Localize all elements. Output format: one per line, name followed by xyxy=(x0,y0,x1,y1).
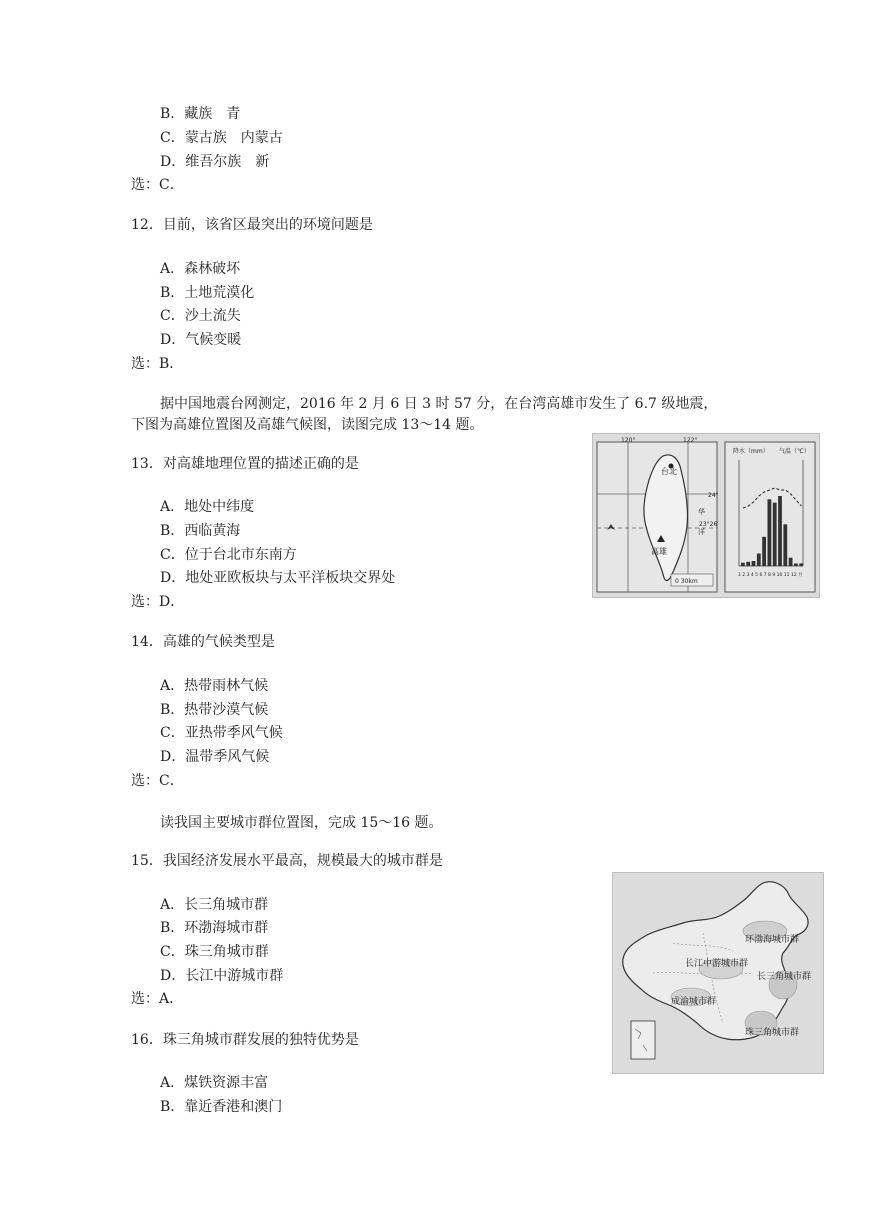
precip-bar xyxy=(762,537,766,566)
q14-stem: 14．高雄的气候类型是 xyxy=(131,634,275,650)
q14-option-c: C．亚热带季风气候 xyxy=(160,725,283,741)
months-axis-label: 1 2 3 4 5 6 7 8 9 10 11 12 月 xyxy=(738,573,803,578)
map-lon-left-label: 120° xyxy=(621,437,636,444)
precip-bar xyxy=(757,554,761,567)
map-scale-label: 0 30km xyxy=(675,578,698,585)
q11-option-c: C．蒙古族 内蒙古 xyxy=(160,130,283,146)
kaohsiung-location-and-climate-figure xyxy=(592,433,820,598)
china-city-clusters-figure xyxy=(612,872,824,1074)
map-sea-label-1: 华 xyxy=(698,508,705,516)
chengyu-cluster-label: 成渝城市群 xyxy=(671,997,717,1007)
q13-stem: 13．对高雄地理位置的描述正确的是 xyxy=(131,456,359,472)
passage-2: 读我国主要城市群位置图，完成 15～16 题。 xyxy=(160,815,443,831)
map-lat-24-label: 24° xyxy=(708,492,719,499)
q14-answer: 选：C． xyxy=(131,773,184,789)
taipei-label: 台北 xyxy=(661,467,677,476)
precip-bar xyxy=(783,524,787,566)
q12-answer: 选：B． xyxy=(131,356,184,372)
q12-option-d: D．气候变暖 xyxy=(160,332,242,348)
map-sea-label-2: 洋 xyxy=(698,528,705,536)
precip-bar xyxy=(768,499,772,566)
precip-bar xyxy=(794,564,798,567)
q14-option-b: B．热带沙漠气候 xyxy=(160,702,269,718)
q14-option-a: A．热带雨林气候 xyxy=(160,678,269,694)
precip-bar xyxy=(746,562,750,566)
q12-option-c: C．沙土流失 xyxy=(160,308,241,324)
precip-bar xyxy=(799,564,803,567)
q15-option-d: D．长江中游城市群 xyxy=(160,968,284,984)
pearl-delta-cluster-label: 珠三角城市群 xyxy=(745,1028,800,1038)
q12-option-a: A．森林破坏 xyxy=(160,261,241,277)
passage-1-line-1: 据中国地震台网测定，2016 年 2 月 6 日 3 时 57 分，在台湾高雄市发生了 6.7 级地震， xyxy=(160,396,718,412)
q13-option-c: C．位于台北市东南方 xyxy=(160,547,297,563)
q13-option-b: B．西临黄海 xyxy=(160,523,241,539)
q15-answer: 选：A． xyxy=(131,991,184,1007)
q15-option-b: B．环渤海城市群 xyxy=(160,920,269,936)
q11-option-b: B．藏族 青 xyxy=(160,106,241,122)
precip-bar xyxy=(752,561,756,566)
q13-answer: 选：D． xyxy=(131,594,185,610)
q15-option-c: C．珠三角城市群 xyxy=(160,944,269,960)
q15-stem: 15．我国经济发展水平最高，规模最大的城市群是 xyxy=(131,853,443,869)
precip-bar xyxy=(773,503,777,566)
q16-option-b: B．靠近香港和澳门 xyxy=(160,1099,283,1115)
kaohsiung-figure-svg xyxy=(593,434,819,597)
q16-stem: 16．珠三角城市群发展的独特优势是 xyxy=(131,1032,359,1048)
precip-bar xyxy=(741,563,745,566)
q16-option-a: A．煤铁资源丰富 xyxy=(160,1075,269,1091)
passage-1-line-2: 下图为高雄位置图及高雄气候图，读图完成 13～14 题。 xyxy=(131,417,484,433)
q13-option-a: A．地处中纬度 xyxy=(160,499,255,515)
q12-stem: 12．目前，该省区最突出的环境问题是 xyxy=(131,217,373,233)
bohai-cluster-label: 环渤海城市群 xyxy=(745,935,800,945)
q11-answer: 选：C． xyxy=(131,177,184,193)
precip-bar xyxy=(789,558,793,566)
precip-bar xyxy=(778,496,782,566)
yangtze-delta-cluster-label: 长三角城市群 xyxy=(757,972,812,982)
temp-axis-label: 气温（℃） xyxy=(779,448,810,455)
south-china-sea-inset xyxy=(631,1021,655,1059)
changjiang-mid-cluster-label: 长江中游城市群 xyxy=(685,959,749,969)
map-tropic-label: 23°26′ xyxy=(699,521,719,528)
q11-option-d: D．维吾尔族 新 xyxy=(160,154,270,170)
q12-option-b: B．土地荒漠化 xyxy=(160,285,255,301)
q14-option-d: D．温带季风气候 xyxy=(160,749,270,765)
kaohsiung-label: 高雄 xyxy=(651,547,667,556)
q13-option-d: D．地处亚欧板块与太平洋板块交界处 xyxy=(160,570,396,586)
q15-option-a: A．长三角城市群 xyxy=(160,897,269,913)
precip-axis-label: 降水（mm） xyxy=(733,448,769,455)
china-map-svg xyxy=(613,873,823,1073)
map-lon-right-label: 122° xyxy=(683,437,698,444)
